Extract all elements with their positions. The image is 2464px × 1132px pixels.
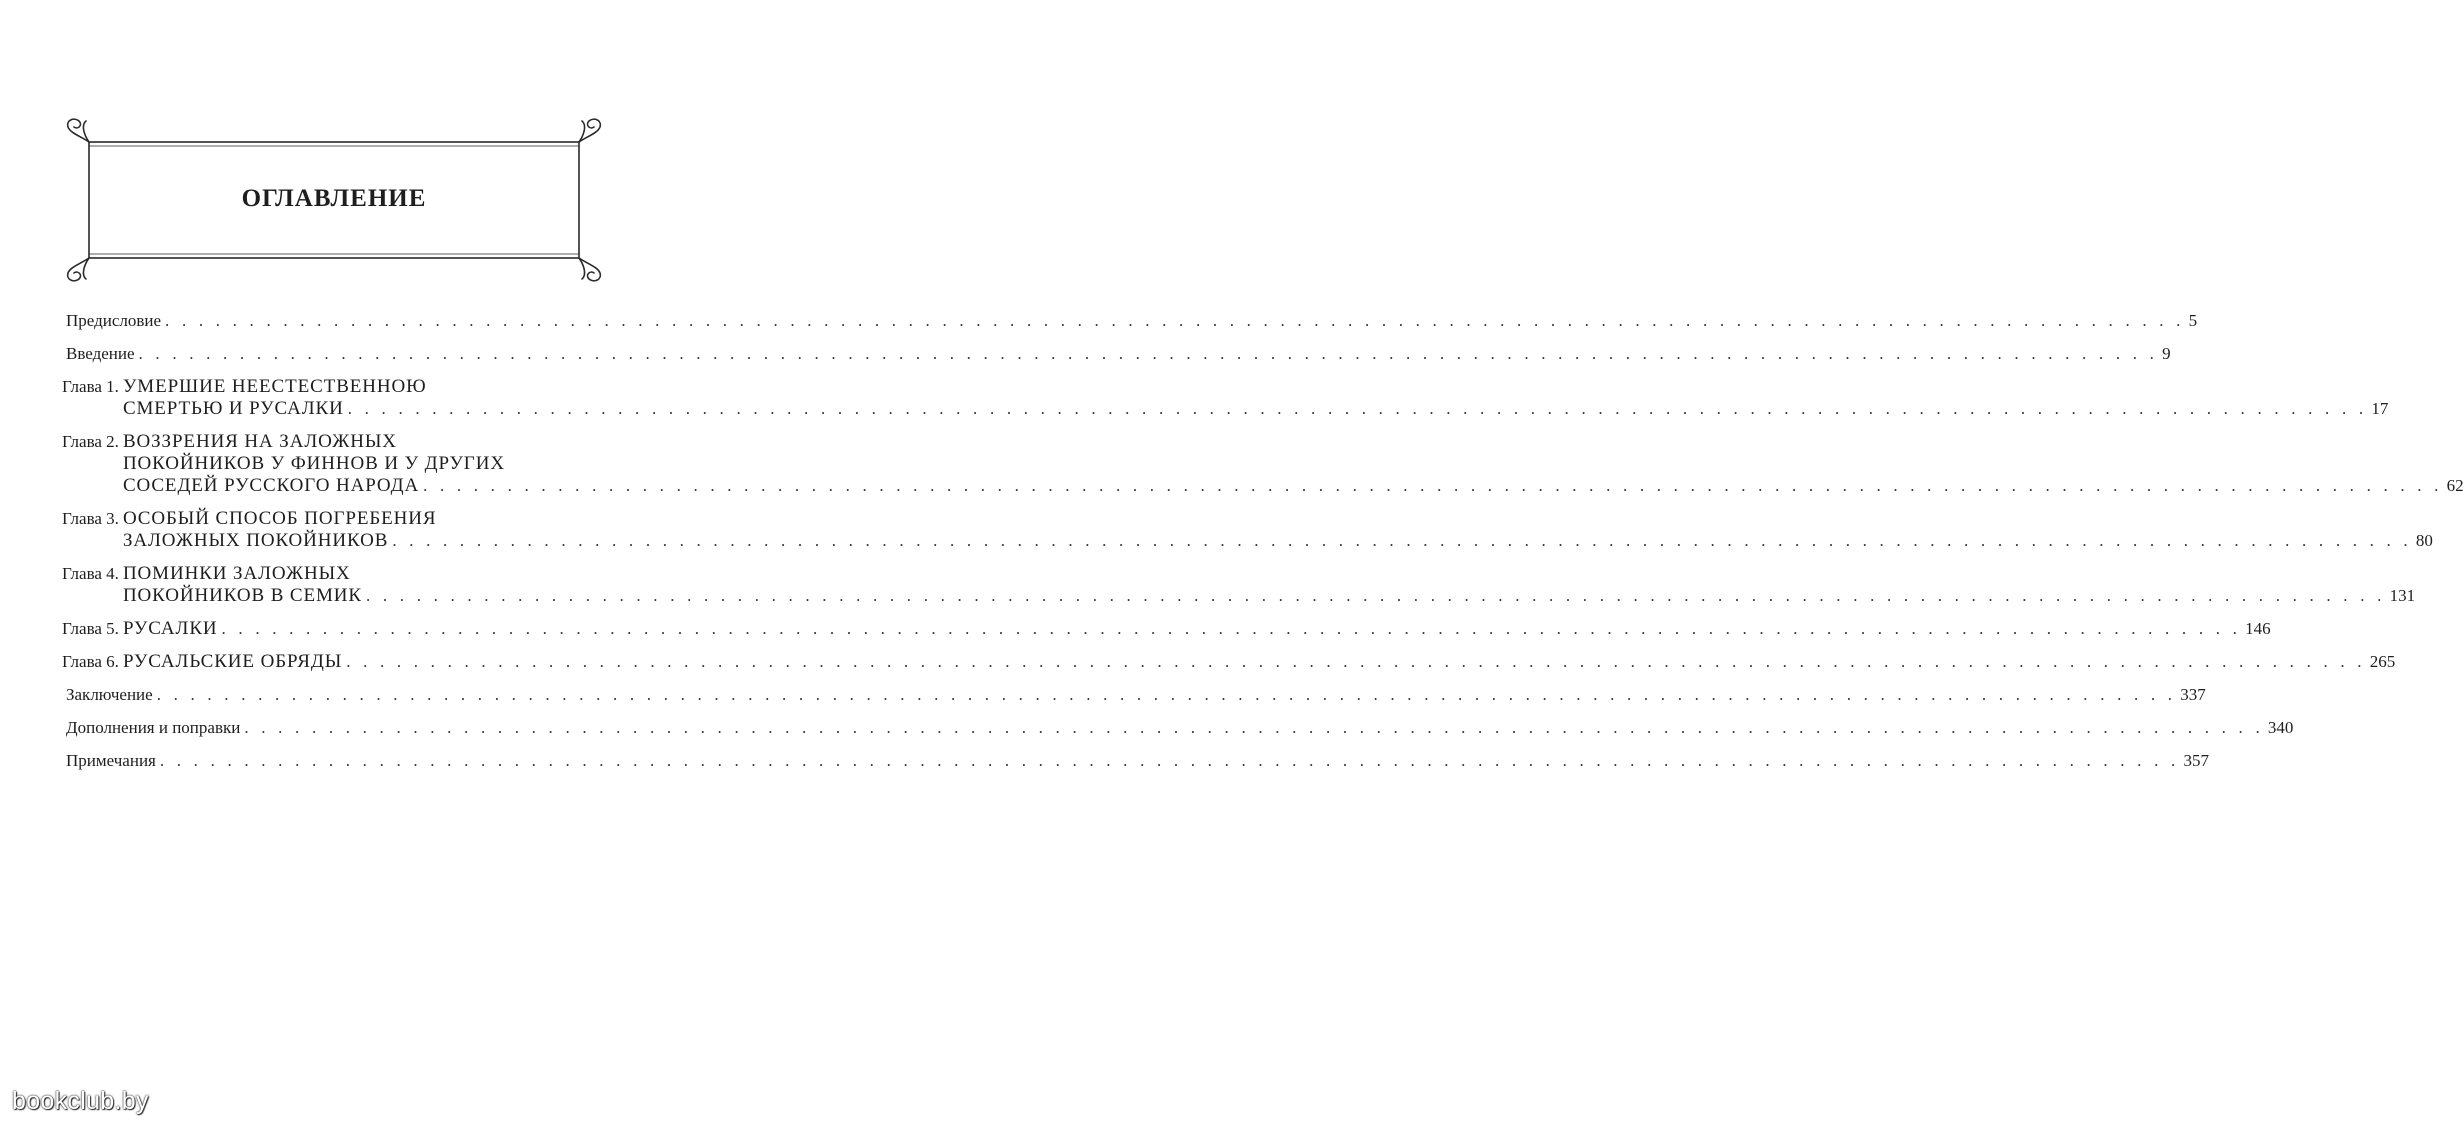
- toc-entry[interactable]: [62, 508, 2433, 552]
- toc-entry-body: [122, 651, 2396, 673]
- dot-leader: . . . . . . . . . . . . . . . . . . . . . . . . . . . . . . . . . . . . . . . . . . . . . . . . . . . . . . . . . . . . . . . . . . . . . . . . . . . . . . . . . . . . . . . . . . . . . . . . . . . . . . . . . . . . . . . . . . . . . . . .: [392, 531, 2412, 550]
- toc-entry-body: [122, 618, 2271, 640]
- dot-leader: . . . . . . . . . . . . . . . . . . . . . . . . . . . . . . . . . . . . . . . . . . . . . . . . . . . . . . . . . . . . . . . . . . . . . . . . . . . . . . . . . . . . . . . . . . . . . . . . . . . . . . . . . . . . . . . . . . . . . . . .: [346, 652, 2366, 671]
- toc-line: [122, 585, 2416, 607]
- toc-entry-title: Предисловие: [66, 311, 162, 330]
- page-number: 340: [2267, 718, 2294, 737]
- toc-entry-body: [122, 563, 2416, 607]
- page-number: 5: [2188, 311, 2198, 330]
- page-number: 9: [2162, 344, 2171, 363]
- toc-entry-body: [66, 343, 2171, 365]
- toc-entry-title: РУСАЛЬСКИЕ ОБРЯДЫ: [122, 651, 343, 672]
- toc-entry-title: Введение: [66, 344, 135, 363]
- dot-leader: . . . . . . . . . . . . . . . . . . . . . . . . . . . . . . . . . . . . . . . . . . . . . . . . . . . . . . . . . . . . . . . . . . . . . . . . . . . . . . . . . . . . . . . . . . . . . . . . . . . . . . . . . . . . . . . . . . . . . . . .: [221, 619, 2242, 638]
- toc-entry-body: [122, 376, 2389, 420]
- toc-entry-title: Заключение: [66, 685, 153, 704]
- toc-line: [123, 563, 600, 585]
- toc-entry[interactable]: [62, 750, 2209, 772]
- chapter-number: Глава 5.: [62, 619, 119, 638]
- toc-entry[interactable]: [62, 651, 2396, 673]
- toc-entry-body: [122, 431, 2464, 497]
- toc-entry[interactable]: [62, 717, 2294, 739]
- dot-leader: . . . . . . . . . . . . . . . . . . . . . . . . . . . . . . . . . . . . . . . . . . . . . . . . . . . . . . . . . . . . . . . . . . . . . . . . . . . . . . . . . . . . . . . . . . . . . . . . . . . . . . . . . . . . . . . . . . . . . . . .: [423, 476, 2443, 495]
- toc-entry[interactable]: [62, 343, 2171, 365]
- page-number: 337: [2180, 685, 2206, 704]
- toc-entry-title: РУСАЛКИ: [122, 618, 218, 639]
- toc-entry-body: [66, 310, 2198, 332]
- dot-leader: . . . . . . . . . . . . . . . . . . . . . . . . . . . . . . . . . . . . . . . . . . . . . . . . . . . . . . . . . . . . . . . . . . . . . . . . . . . . . . . . . . . . . . . . . . . . . . . . . . . . . . . . . . . . . . . . . . . . . . . .: [366, 586, 2386, 605]
- page-number: 62: [2446, 476, 2464, 495]
- toc-entry[interactable]: [62, 310, 2198, 332]
- dot-leader: . . . . . . . . . . . . . . . . . . . . . . . . . . . . . . . . . . . . . . . . . . . . . . . . . . . . . . . . . . . . . . . . . . . . . . . . . . . . . . . . . . . . . . . . . . . . . . . . . . . . . . . . . . . . . . . . . . . . . . . .: [165, 311, 2185, 330]
- toc-line: [122, 651, 2396, 673]
- dot-leader: . . . . . . . . . . . . . . . . . . . . . . . . . . . . . . . . . . . . . . . . . . . . . . . . . . . . . . . . . . . . . . . . . . . . . . . . . . . . . . . . . . . . . . . . . . . . . . . . . . . . . . . . . . . . . . . . . . . . . . . .: [138, 344, 2159, 363]
- dot-leader: . . . . . . . . . . . . . . . . . . . . . . . . . . . . . . . . . . . . . . . . . . . . . . . . . . . . . . . . . . . . . . . . . . . . . . . . . . . . . . . . . . . . . . . . . . . . . . . . . . . . . . . . . . . . . . . . . . . . . . . .: [156, 685, 2177, 704]
- toc-entry-title: СМЕРТЬЮ И РУСАЛКИ: [122, 398, 344, 419]
- title-frame: [62, 115, 606, 285]
- chapter-number: Глава 2.: [62, 432, 119, 451]
- chapter-number: Глава 1.: [62, 377, 119, 396]
- toc-line: [66, 717, 2294, 739]
- toc-entry-title: ВОЗЗРЕНИЯ НА ЗАЛОЖНЫХ: [122, 431, 397, 452]
- toc-line: [66, 310, 2198, 332]
- page-number: 357: [2183, 751, 2209, 770]
- toc-entry[interactable]: [62, 376, 2389, 420]
- toc-entry-body: [66, 717, 2294, 739]
- toc-entry-title: УМЕРШИЕ НЕЕСТЕСТВЕННОЮ: [122, 376, 427, 397]
- toc-line: [123, 431, 600, 453]
- toc-line: [66, 343, 2171, 365]
- toc-line: [123, 453, 600, 475]
- page-number: 146: [2245, 619, 2271, 638]
- page-title: ОГЛАВЛЕНИЕ: [241, 185, 427, 212]
- toc-line: [66, 684, 2206, 706]
- toc-entry-title: ЗАЛОЖНЫХ ПОКОЙНИКОВ: [122, 530, 389, 551]
- toc-line: [66, 750, 2209, 772]
- toc-line: [122, 398, 2389, 420]
- page-number: 80: [2415, 531, 2433, 550]
- watermark: bookclub.by: [12, 1087, 149, 1115]
- toc-entry-title: ОСОБЫЙ СПОСОБ ПОГРЕБЕНИЯ: [122, 508, 437, 529]
- toc-line: [123, 508, 600, 530]
- toc-entry[interactable]: [62, 431, 2464, 497]
- chapter-number: Глава 3.: [62, 509, 119, 528]
- dot-leader: . . . . . . . . . . . . . . . . . . . . . . . . . . . . . . . . . . . . . . . . . . . . . . . . . . . . . . . . . . . . . . . . . . . . . . . . . . . . . . . . . . . . . . . . . . . . . . . . . . . . . . . . . . . . . . . . . . . . . . . .: [347, 399, 2368, 418]
- toc-entry-title: Примечания: [66, 751, 156, 770]
- toc-entry-title: СОСЕДЕЙ РУССКОГО НАРОДА: [122, 475, 420, 496]
- toc-line: [122, 475, 2464, 497]
- chapter-number: Глава 6.: [62, 652, 119, 671]
- toc-entry-body: [66, 750, 2209, 772]
- toc-entry-title: Дополнения и поправки: [66, 718, 241, 737]
- toc-entry[interactable]: [62, 684, 2206, 706]
- table-of-contents: [62, 310, 2464, 783]
- toc-line: [122, 618, 2271, 640]
- page-number: 131: [2389, 586, 2416, 605]
- toc-entry-title: ПОКОЙНИКОВ У ФИННОВ И У ДРУГИХ: [122, 453, 505, 474]
- dot-leader: . . . . . . . . . . . . . . . . . . . . . . . . . . . . . . . . . . . . . . . . . . . . . . . . . . . . . . . . . . . . . . . . . . . . . . . . . . . . . . . . . . . . . . . . . . . . . . . . . . . . . . . . . . . . . . . . . . . . . . . .: [244, 718, 2264, 737]
- toc-entry[interactable]: [62, 618, 2271, 640]
- toc-entry-body: [122, 508, 2433, 552]
- chapter-number: Глава 4.: [62, 564, 119, 583]
- toc-entry[interactable]: [62, 563, 2416, 607]
- toc-line: [122, 530, 2433, 552]
- toc-entry-title: ПОМИНКИ ЗАЛОЖНЫХ: [122, 563, 351, 584]
- toc-line: [123, 376, 600, 398]
- toc-entry-body: [66, 684, 2206, 706]
- toc-entry-title: ПОКОЙНИКОВ В СЕМИК: [122, 585, 362, 606]
- dot-leader: . . . . . . . . . . . . . . . . . . . . . . . . . . . . . . . . . . . . . . . . . . . . . . . . . . . . . . . . . . . . . . . . . . . . . . . . . . . . . . . . . . . . . . . . . . . . . . . . . . . . . . . . . . . . . . . . . . . . . . . .: [159, 751, 2180, 770]
- page-number: 17: [2371, 399, 2389, 418]
- page-number: 265: [2369, 652, 2396, 671]
